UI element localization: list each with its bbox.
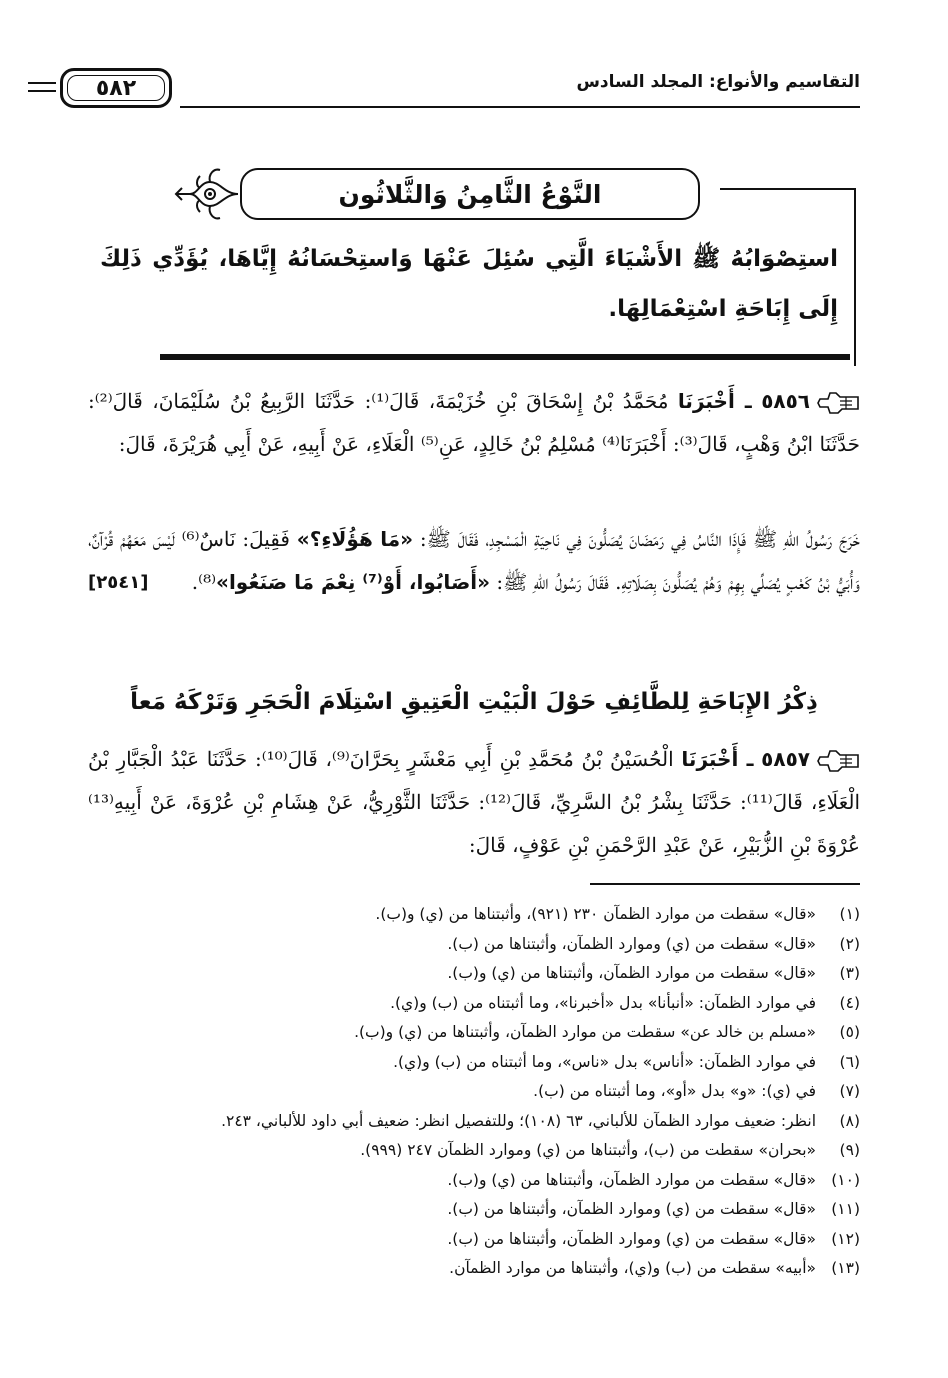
hadith-5856-matn: [88, 518, 860, 604]
footnote-text: «قال» سقطت من موارد الظمآن ٢٣٠ (٩٢١)، وأثبتناها من (ي) و(ب).: [375, 905, 816, 923]
hadith-5857-isnad: [88, 738, 860, 867]
footnote: [88, 1018, 860, 1048]
badge-rule-top: [28, 82, 56, 84]
running-title: التقاسيم والأنواع: المجلد السادس: [576, 72, 860, 92]
matn-text: فَقِيلَ: نَاسٌ⁽⁶⁾ لَيْسَ مَعَهُمْ قُرْآنٌ، وَأُبَيُّ بْنُ كَعْبٍ يُصَلِّي بِهِمْ وَهُمْ يُصَلُّونَ بِصَلَاتِهِ. فَقَالَ رَسُولُ اللهِ ﷺ:: [88, 527, 860, 594]
arabesque-ornament-icon: [170, 164, 240, 224]
footnote-number: (٢): [839, 934, 860, 953]
page-number: ٥٨٢: [95, 75, 137, 101]
section-divider: [160, 354, 850, 360]
chapter-description: استِصْوَابُهُ ﷺ الأَشْيَاءَ الَّتِي سُئِلَ عَنْهَا وَاستِحْسَانُهُ إِيَّاهَا، يُؤَدِّي ذَلِكَ إِلَى إِبَاحَةِ اسْتِعْمَالِهَا.: [100, 246, 838, 322]
hadith-number: ٥٨٥٧: [761, 747, 810, 771]
footnote-text: «قال» سقطت من (ي) وموارد الظمآن، وأثبتناها من (ب).: [447, 934, 816, 953]
footnote: [88, 1077, 860, 1107]
footnote: [88, 930, 860, 960]
footnote-number: (١): [839, 905, 860, 923]
footnote: [88, 959, 860, 989]
footnotes: [88, 900, 860, 1284]
page-number-badge: [60, 68, 172, 108]
chapter-heading: [100, 158, 856, 358]
badge-rule-bottom: [28, 90, 56, 92]
footnote-text: «بحران» سقطت من (ب)، وأثبتناها من (ي) وموارد الظمآن ٢٤٧ (٩٩٩).: [360, 1141, 816, 1159]
footnote: [88, 1107, 860, 1137]
frame-line: [720, 188, 856, 190]
footnote-number: (١١): [831, 1200, 860, 1218]
pointing-hand-icon: [816, 391, 860, 415]
footnote-number: (٣): [839, 964, 860, 982]
hadith-isnad: مُحَمَّدُ بْنُ إِسْحَاقَ بْنِ خُزَيْمَةَ، قَالَ⁽¹⁾: حَدَّثَنَا الرَّبِيعُ بْنُ سُلَيْمَانَ، قَالَ⁽²⁾: حَدَّثَنَا ابْنُ وَهْبٍ، قَالَ⁽³⁾: أَخْبَرَنَا⁽⁴⁾ مُسْلِمُ بْنُ خَالِدٍ، عَنِ⁽⁵⁾ الْعَلَاءِ، عَنْ أَبِيهِ، عَنْ أَبِي هُرَيْرَةَ، قَالَ:: [88, 389, 860, 456]
footnote-number: (٥): [839, 1023, 860, 1041]
footnote-text: في موارد الظمآن: «أناس» بدل «ناس»، وما أثبتناه من (ب) و(ي).: [393, 1052, 816, 1071]
footnote-number: (١٠): [831, 1170, 860, 1189]
footnote: [88, 1225, 860, 1255]
footnote-text: «قال» سقطت من موارد الظمآن، وأثبتناها من (ي) و(ب).: [447, 1170, 816, 1189]
footnote-number: (١٣): [831, 1259, 860, 1277]
running-header: [20, 68, 860, 118]
footnote: [88, 1254, 860, 1284]
hadith-number: ٥٨٥٦: [761, 389, 811, 413]
footnote-text: «قال» سقطت من (ي) وموارد الظمآن، وأثبتناها من (ب).: [447, 1229, 816, 1248]
hadith-5856-isnad: [88, 380, 860, 466]
footnote-number: (٤): [839, 993, 860, 1012]
footnote-number: (١٢): [831, 1229, 860, 1248]
footnote: [88, 1136, 860, 1166]
footnote-text: في (ي): «و» بدل «أو»، وما أثبتناه من (ب).: [533, 1082, 816, 1100]
footnote: [88, 989, 860, 1019]
footnote: [88, 900, 860, 930]
prophet-quote: «مَا هَؤُلَاءِ؟»: [296, 527, 414, 551]
section-heading: ذِكْرُ الإِبَاحَةِ لِلطَّائِفِ حَوْلَ الْبَيْتِ الْعَتِيقِ اسْتِلَامَ الْحَجَرِ وَتَرْكَهُ مَعاً: [130, 689, 818, 715]
footnote: [88, 1048, 860, 1078]
footnote-text: «مسلم بن خالد عن» سقطت من موارد الظمآن، وأثبتناها من (ي) و(ب).: [354, 1023, 816, 1041]
frame-line: [854, 188, 856, 366]
footnote-separator: [590, 883, 860, 885]
footnote-text: «أبيه» سقطت من (ب) و(ي)، وأثبتناها من موارد الظمآن.: [449, 1259, 816, 1277]
hadith-isnad: الْحُسَيْنُ بْنُ مُحَمَّدِ بْنِ أَبِي مَعْشَرٍ بِحَرَّانَ⁽⁹⁾، قَالَ⁽¹⁰⁾: حَدَّثَنَا عَبْدُ الْجَبَّارِ بْنُ الْعَلَاءِ، قَالَ⁽¹¹⁾: حَدَّثَنَا بِشْرُ بْنُ السَّرِيِّ، قَالَ⁽¹²⁾: حَدَّثَنَا الثَّوْرِيُّ، عَنْ هِشَامِ بْنِ عُرْوَةَ، عَنْ أَبِيهِ⁽¹³⁾ عُرْوَةَ بْنِ الزُّبَيْرِ، عَنْ عَبْدِ الرَّحْمَنِ بْنِ عَوْفٍ، قَالَ:: [88, 747, 860, 857]
footnote-text: انظر: ضعيف موارد الظمآن للألباني، ٦٣ (١٠٨)؛ وللتفصيل انظر: ضعيف أبي داود للألباني، ٢٤٣.: [221, 1111, 816, 1130]
matn-text: خَرَجَ رَسُولُ اللهِ ﷺ فَإِذَا النَّاسُ فِي رَمَضَانَ يُصَلُّونَ فِي نَاحِيَةِ الْمَسْجِدِ، فَقَالَ ﷺ:: [419, 527, 860, 551]
footnote-number: (٩): [839, 1141, 860, 1159]
header-rule: [180, 106, 860, 108]
footnote-number: (٨): [839, 1111, 860, 1130]
chapter-title-box: [240, 168, 700, 220]
footnote-text: في موارد الظمآن: «أنبأنا» بدل «أخبرنا»، وما أثبتناه من (ب) و(ي).: [390, 993, 816, 1012]
cross-reference: [٢٥٤١]: [88, 572, 149, 593]
hadith-lead: ـ أَخْبَرَنَا: [677, 389, 752, 413]
footnote: [88, 1195, 860, 1225]
hadith-lead: ـ أَخْبَرَنَا: [681, 747, 754, 771]
footnote: [88, 1166, 860, 1196]
chapter-title: النَّوْعُ الثَّامِنُ وَالثَّلاثُون: [338, 179, 602, 209]
footnote-number: (٦): [839, 1052, 860, 1071]
pointing-hand-icon: [816, 749, 860, 773]
prophet-quote: «أَصَابُوا، أَوْ⁽⁷⁾ نِعْمَ مَا صَنَعُوا»: [216, 570, 491, 594]
footnote-number: (٧): [839, 1082, 860, 1100]
footnote-text: «قال» سقطت من موارد الظمآن، وأثبتناها من (ي) و(ب).: [447, 964, 816, 982]
footnote-marker: ⁽⁸⁾.: [191, 570, 217, 594]
footnote-text: «قال» سقطت من (ي) وموارد الظمآن، وأثبتناها من (ب).: [447, 1200, 816, 1218]
